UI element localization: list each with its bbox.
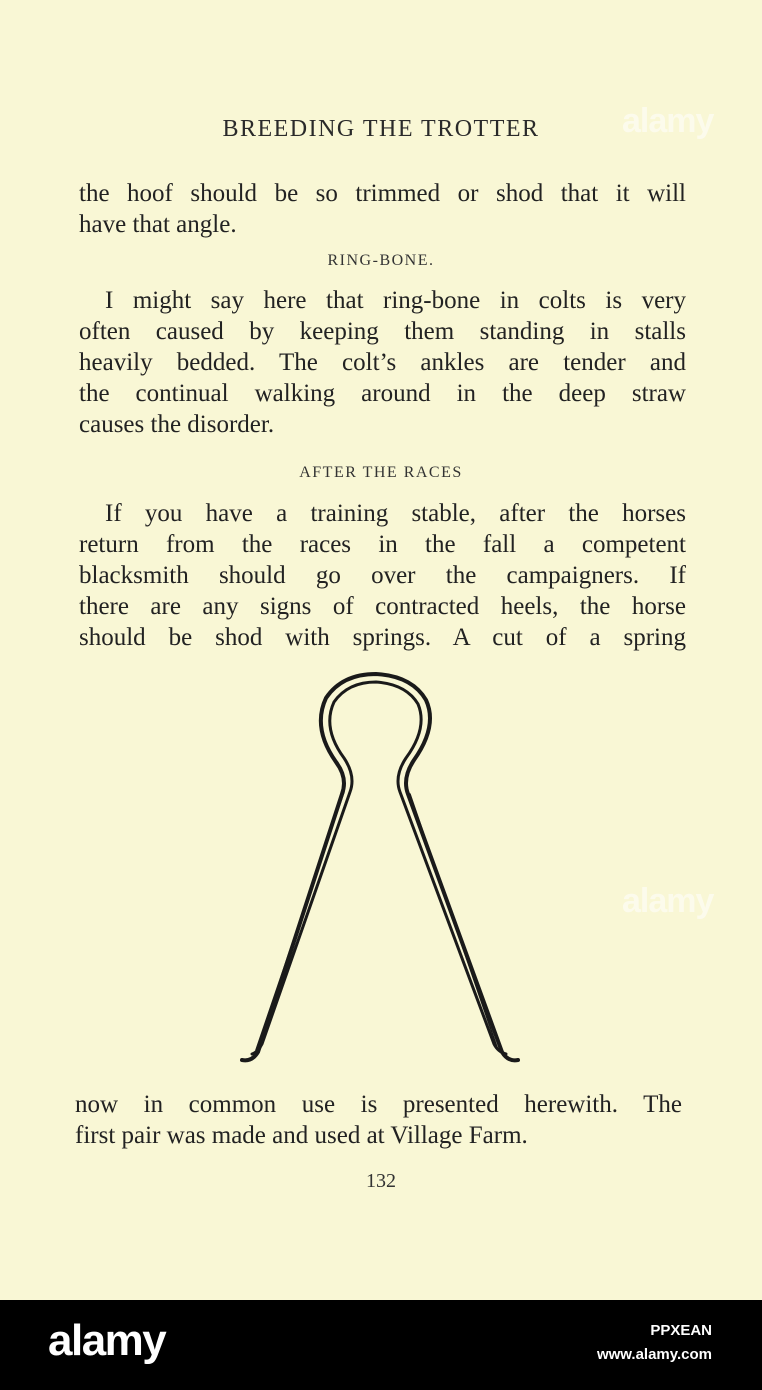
text-line: return from the races in the fall a competent bbox=[79, 531, 686, 558]
alamy-logo: alamy bbox=[48, 1316, 166, 1365]
text-line: I might say here that ring-bone in colts is very bbox=[105, 287, 686, 314]
text-line: there are any signs of contracted heels, the horse bbox=[79, 593, 686, 620]
after-the-races-paragraph bbox=[79, 498, 686, 653]
text-line: causes the disorder. bbox=[79, 411, 275, 438]
ring-bone-paragraph bbox=[79, 285, 686, 440]
watermark-top-right: alamy bbox=[622, 102, 714, 140]
text-line: blacksmith should go over the campaigners. If bbox=[79, 562, 686, 589]
running-head: BREEDING THE TROTTER bbox=[222, 116, 540, 142]
section-heading-after-the-races: AFTER THE RACES bbox=[299, 464, 463, 481]
hoof-spring-illustration bbox=[230, 668, 530, 1073]
text-line: If you have a training stable, after the horses bbox=[105, 500, 686, 527]
hoof-spring-icon bbox=[230, 668, 530, 1073]
closing-paragraph bbox=[75, 1089, 682, 1151]
text-line: first pair was made and used at Village Farm. bbox=[75, 1122, 528, 1149]
watermark-middle-right: alamy bbox=[622, 882, 714, 920]
text-line: the hoof should be so trimmed or shod that it will bbox=[79, 180, 686, 207]
footer-url: www.alamy.com bbox=[596, 1346, 712, 1363]
text-line: the continual walking around in the deep straw bbox=[79, 380, 686, 407]
text-line: should be shod with springs. A cut of a spring bbox=[79, 624, 686, 651]
text-line: heavily bedded. The colt’s ankles are tender and bbox=[79, 349, 686, 376]
section-heading-ring-bone: RING-BONE. bbox=[327, 252, 435, 269]
text-line: often caused by keeping them standing in stalls bbox=[79, 318, 686, 345]
text-line: have that angle. bbox=[79, 211, 237, 238]
stock-footer-bar bbox=[0, 1300, 762, 1390]
page-number: 132 bbox=[366, 1170, 396, 1192]
text-line: now in common use is presented herewith. The bbox=[75, 1091, 682, 1118]
opening-paragraph bbox=[79, 178, 686, 240]
image-id: PPXEAN bbox=[650, 1322, 712, 1339]
